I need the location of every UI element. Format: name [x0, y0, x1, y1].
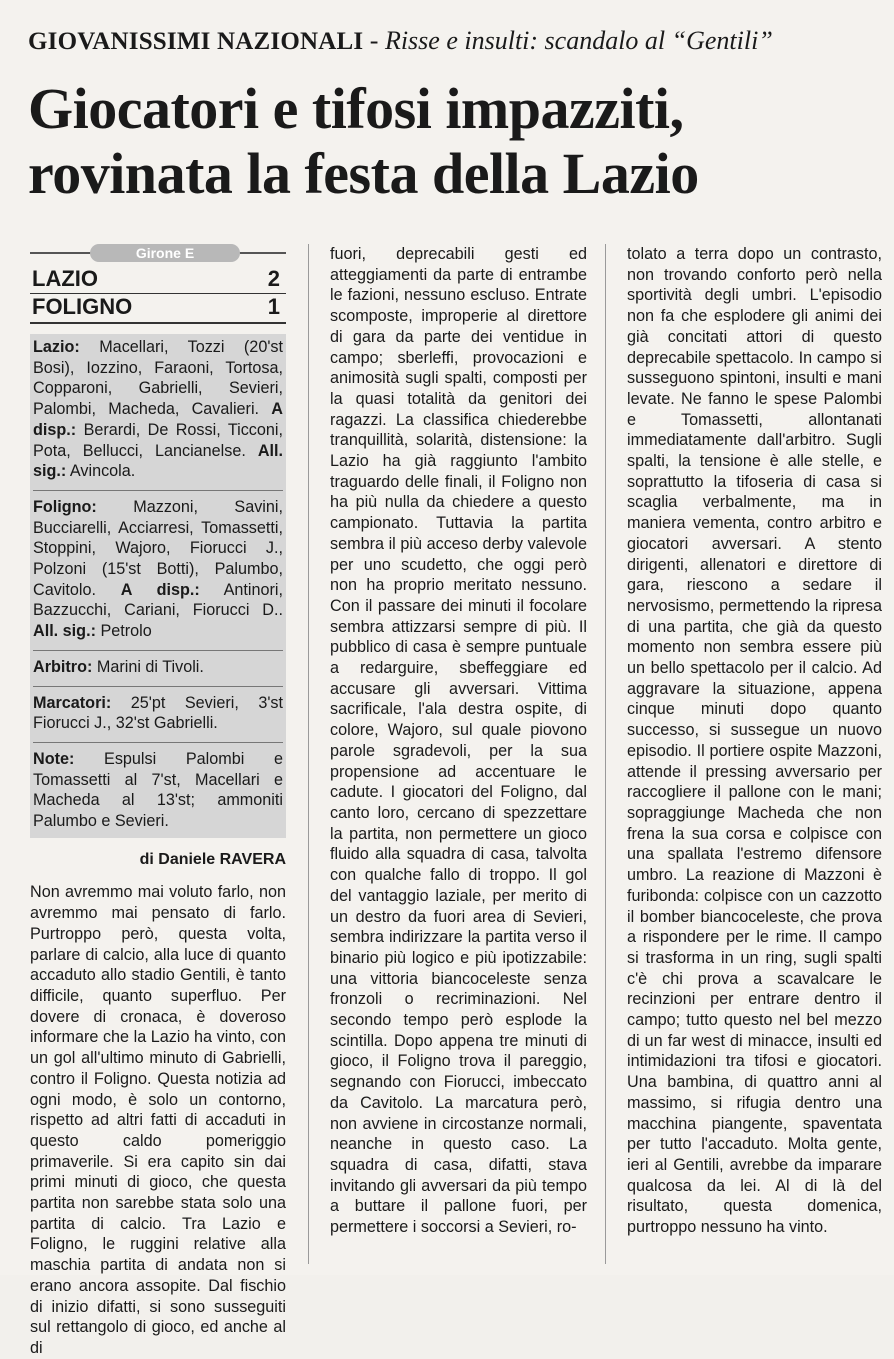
box-divider	[33, 490, 283, 491]
article-headline	[28, 76, 888, 206]
article-body-col2: fuori, deprecabili gesti ed atteggiamenti da parte di entrambe le fazioni, nessuno escluso. Entrate scomposte, improperie al direttore di gara da parte dei ventidue in campo; sberleffi, provocazioni e animosità sugli spalti, composti per la quasi totalità da genitori dei ragazzi. La classifica chiederebbe tranquillità, solarità, distensione: la Lazio ha già raggiunto l'ambito traguardo delle finali, il Foligno non ha più nulla da chiedere a questo campionato. Tuttavia la partita sembra il più acceso derby valevole per uno scudetto, che oggi però non ha proprio meritato nessuno. Con il passare dei minuti il focolare sembra attizzarsi sempre di più. Il pubblico di casa è sempre puntuale a redarguire, sbeffeggiare ed accusare gli avversari. Vittima sacrificale, l'ala destra ospite, di colore, Wajoro, sul quale piovono parole sgradevoli, per la sua propensione ad accentuare le cadute. I giocatori del Foligno, dal canto loro, cercano di spezzettare la partita, non permettere un gioco fluido alla squadra di casa, talvolta con qualche fallo di troppo. Il gol del vantaggio laziale, per merito di un destro da fuori area di Sevieri, sembra indirizzare la partita verso il binario più logico e più ipotizzabile: una vittoria biancoceleste senza fronzoli o recriminazioni. Nel secondo tempo però esplode la scintilla. Dopo appena tre minuti di gioco, il Foligno trova il pareggio, segnando con Fiorucci, imbeccato da Cavitolo. La marcatura però, non avviene in circostanze normali, neanche in questo caso. La squadra di casa, difatti, stava invitando gli avversari da più tempo a buttare il pallone fuori, per permettere i soccorsi a Sevieri, ro-	[330, 245, 587, 1237]
match-report-box	[30, 334, 286, 838]
section-kicker	[28, 26, 878, 56]
away-score: 1	[267, 294, 280, 319]
group-bar	[30, 244, 286, 262]
kicker-separator: -	[363, 26, 385, 55]
author-byline: di Daniele RAVERA	[139, 850, 286, 868]
article-column-3	[627, 244, 882, 1238]
headline-line-2: rovinata la festa della Lazio	[28, 141, 699, 206]
scoreboard-row-away	[30, 294, 286, 324]
scorers-info: Marcatori: 25'pt Sevieri, 3'st Fiorucci J., 32'st Gabrielli.	[33, 693, 283, 733]
headline-line-1: Giocatori e tifosi impazziti,	[28, 76, 684, 141]
notes-info: Note: Espulsi Palombi e Tomassetti al 7'st, Macellari e Macheda al 13'st; ammoniti Palumbo e Sevieri.	[33, 749, 283, 831]
article-body-col1: Non avremmo mai voluto farlo, non avremmo mai pensato di farlo. Purtroppo però, questa volta, parlare di calcio, alla luce di quanto accaduto allo stadio Gentili, è tanto difficile, quanto superfluo. Per dovere di cronaca, è doveroso informare che la Lazio ha vinto, con un gol all'ultimo minuto di Gabrielli, contro il Foligno. Questa notizia ad ogni modo, è solo un contorno, rispetto ad altri fatti di accaduti in questo caldo pomeriggio primaverile. Si era capito sin dai primi minuti di gioco, che questa partita non sarebbe stata solo una partita di calcio. Tra Lazio e Foligno, le ruggini relative alla maschia partita di andata non si erano ancora assopite. Dal fischio di inizio difatti, si sono susseguiti sul rettangolo di gioco, ed anche al di	[30, 883, 286, 1357]
column-divider	[308, 244, 309, 1264]
group-label: Girone E	[90, 244, 240, 262]
box-divider	[33, 742, 283, 743]
home-score: 2	[267, 266, 280, 291]
article-column-1	[30, 244, 286, 1359]
home-team: LAZIO	[32, 266, 98, 291]
article-body-col3: tolato a terra dopo un contrasto, non trovando conforto però nella sportività degli umbri. L'episodio non fa che esplodere gli animi dei già concitati attori di questo deprecabile spettacolo. In campo si susseguono spintoni, insulti e mani levate. Ne fanno le spese Palombi e Tomassetti, allontanati immediatamente dall'arbitro. Sugli spalti, la tensione è alle stelle, e soprattutto la tifoseria di casa si scaglia verbalmente, ma in maniera vementa, contro arbitro e giocatori avversari. A stento dirigenti, allenatori e direttore di gara, riescono a sedare il nervosismo, permettendo la ripresa di una partita, che già da questo momento non sembra essere più un bello spettacolo per il calcio. Ad aggravare la situazione, appena cinque minuti dopo quanto successo, si sussegue un nuovo episodio. Il portiere ospite Mazzoni, attende il pressing avversario per raccogliere il pallone con le mani; sopraggiunge Macheda che non frena la sua corsa e colpisce con una spallata l'estremo difensore umbro. La reazione di Mazzoni è furibonda: colpisce con un cazzotto il bomber biancoceleste, che prova a rispondere per le rime. Il campo si trasforma in un ring, sugli spalti c'è chi prova a scavalcare le recinzioni per entrare dentro il campo; tutto questo nel bel mezzo di un far west di minacce, insulti ed intimidazioni tra tifosi e giocatori. Una bambina, di quattro anni al massimo, si rifugia dentro una macchina piangente, spaventata per tutto l'accaduto. Molta gente, ieri al Gentili, avrebbe da imparare qualcosa da lei. Al di là del risultato, questa domenica, purtroppo nessuno ha vinto.	[627, 245, 882, 1237]
kicker-subtitle: Risse e insulti: scandalo al “Gentili”	[384, 26, 773, 55]
scoreboard-row-home	[30, 266, 286, 294]
box-divider	[33, 650, 283, 651]
article-column-2	[330, 244, 587, 1238]
lazio-lineup: Lazio: Macellari, Tozzi (20'st Bosi), Iozzino, Faraoni, Tortosa, Copparoni, Gabrielli, Sevieri, Palombi, Macheda, Cavalieri. A disp.: Berardi, De Rossi, Ticconi, Pota, Bellucci, Lancianelse. All. sig.: Avincola.	[33, 338, 283, 481]
box-divider	[33, 686, 283, 687]
section-name: GIOVANISSIMI NAZIONALI	[28, 28, 364, 55]
referee-info: Arbitro: Marini di Tivoli.	[33, 657, 204, 676]
column-divider	[605, 244, 606, 1264]
foligno-lineup: Foligno: Mazzoni, Savini, Bucciarelli, Acciarresi, Tomassetti, Stoppini, Wajoro, Fiorucci J., Polzoni (15'st Botti), Palumbo, Cavitolo. A disp.: Antinori, Bazzucchi, Cariani, Fiorucci D.. All. sig.: Petrolo	[33, 497, 283, 641]
away-team: FOLIGNO	[32, 294, 133, 319]
